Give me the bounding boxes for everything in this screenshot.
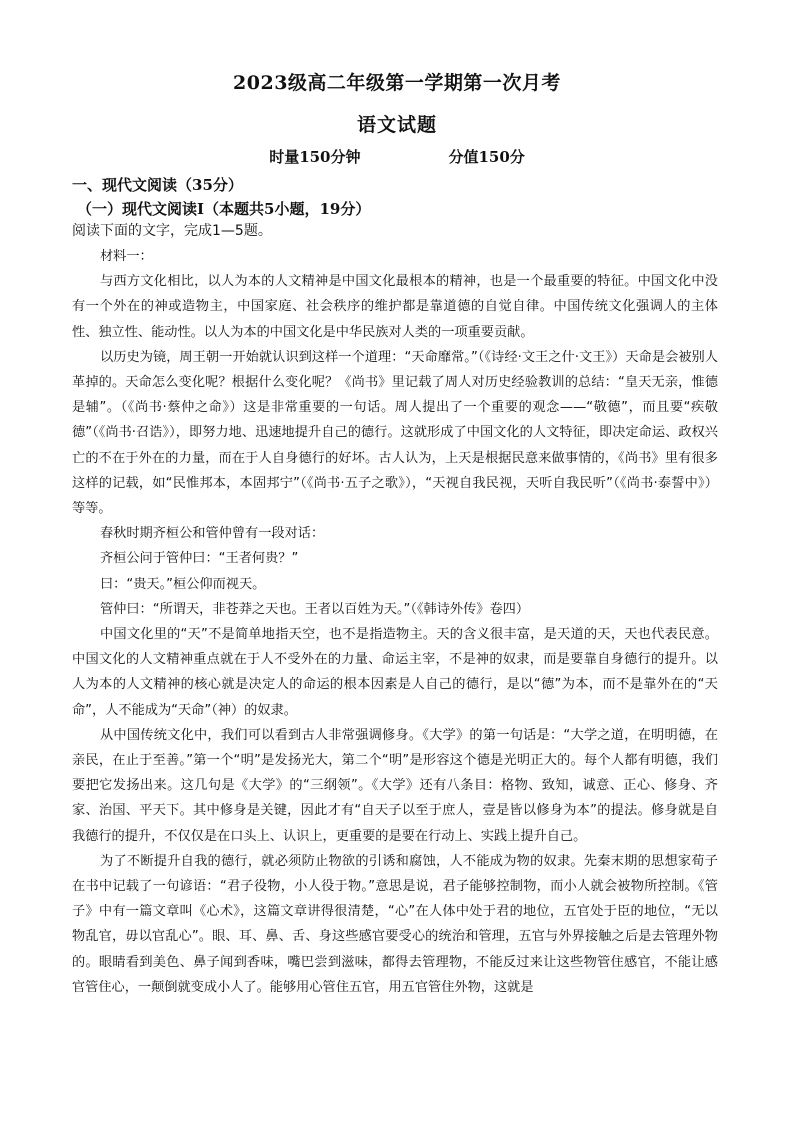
paragraph: 中国文化里的“天”不是简单地指天空，也不是指造物主。天的含义很丰富，是天道的天，天也代表民意。中国文化的人文精神重点就在于人不受外在的力量、命运主宰，不是神的奴隶，而是要靠自身德行的提升。以人为本的人文精神的核心就是决定人的命运的根本因素是人自己的德行，是以“德”为本，而不是靠外在的“天命”，人不能成为“天命”（神）的奴隶。 xyxy=(72,627,718,718)
passage-body xyxy=(72,244,718,1000)
paragraph: 曰：“贵天。”桓公仰而视天。 xyxy=(100,576,266,592)
instruction-text: 阅读下面的文字，完成1—5题。 xyxy=(72,223,272,239)
paragraph: 以历史为镜，周王朝一开始就认识到这样一个道理：“天命靡常。”（《诗经·文王之什·文王》）天命是会被别人革掉的。天命怎么变化呢？根据什么变化呢？《尚书》里记载了周人对历史经验教训的总结：“皇天无亲，惟德是辅”。（《尚书·蔡仲之命》）这是非常重要的一句话。周人提出了一个重要的观念——“敬德”，而且要“疾敬德”（《尚书·召诰》），即努力地、迅速地提升自己的德行。这就形成了中国文化的人文特征，即决定命运、政权兴亡的不在于外在的力量，而在于人自身德行的好坏。古人认为，上天是根据民意来做事情的，《尚书》里有很多这样的记载，如“民惟邦本，本固邦宁”（《尚书·五子之歌》），“天视自我民视，天听自我民听”（《尚书·泰誓中》）等等。 xyxy=(72,349,718,517)
paragraph: 从中国传统文化中，我们可以看到古人非常强调修身。《大学》的第一句话是：“大学之道，在明明德，在亲民，在止于至善。”第一个“明”是发扬光大，第二个“明”是形容这个德是光明正大的。每个人都有明德，我们要把它发扬出来。这几句是《大学》的“三纲领”。《大学》还有八条目：格物、致知，诚意、正心、修身、齐家、治国、平天下。其中修身是关键，因此才有“自天子以至于庶人，壹是皆以修身为本”的提法。修身就是自我德行的提升，不仅仅是在口头上、认识上，更重要的是要在行动上、实践上提升自己。 xyxy=(72,727,718,844)
paragraph: 管仲曰：“所谓天，非苍莽之天也。王者以百姓为天。”（《韩诗外传》卷四） xyxy=(100,601,530,617)
subject-title: 语文试题 xyxy=(356,114,437,136)
score-text: 分值150分 xyxy=(448,148,525,166)
material-label: 材料一： xyxy=(100,249,153,264)
duration-text: 时量150分钟 xyxy=(269,148,361,166)
exam-meta xyxy=(0,146,794,167)
paragraph: 为了不断提升自我的德行，就必须防止物欲的引诱和腐蚀，人不能成为物的奴隶。先秦末期的思想家荀子在书中记载了一句谚语：“君子役物，小人役于物。”意思是说，君子能够控制物，而小人就会被物所控制。《管子》中有一篇文章叫《心术》，这篇文章讲得很清楚，“心”在人体中处于君的地位，五官处于臣的地位，“无以物乱官，毋以官乱心”。眼、耳、鼻、舌、身这些感官要受心的统治和管理，五官与外界接触之后是去管理外物的。眼睛看到美色、鼻子闻到香味，嘴巴尝到滋味，都得去管理物，不能反过来让这些物管住感官，不能让感官管住心，一颠倒就变成小人了。能够用心管住五官，用五官管住外物，这就是 xyxy=(72,853,718,995)
exam-title: 2023级高二年级第一学期第一次月考 xyxy=(233,72,561,94)
section-heading: 一、现代文阅读（35分） xyxy=(72,176,243,194)
paragraph: 与西方文化相比，以人为本的人文精神是中国文化最根本的精神，也是一个最重要的特征。中国文化中没有一个外在的神或造物主，中国家庭、社会秩序的维护都是靠道德的自觉自律。中国传统文化强调人的主体性、独立性、能动性。以人为本的中国文化是中华民族对人类的一项重要贡献。 xyxy=(72,274,718,340)
subsection-heading: （一）现代文阅读Ⅰ（本题共5小题，19分） xyxy=(77,200,371,218)
paragraph: 春秋时期齐桓公和管仲曾有一段对话： xyxy=(100,526,325,542)
paragraph: 齐桓公问于管仲曰：“王者何贵？” xyxy=(100,551,299,567)
